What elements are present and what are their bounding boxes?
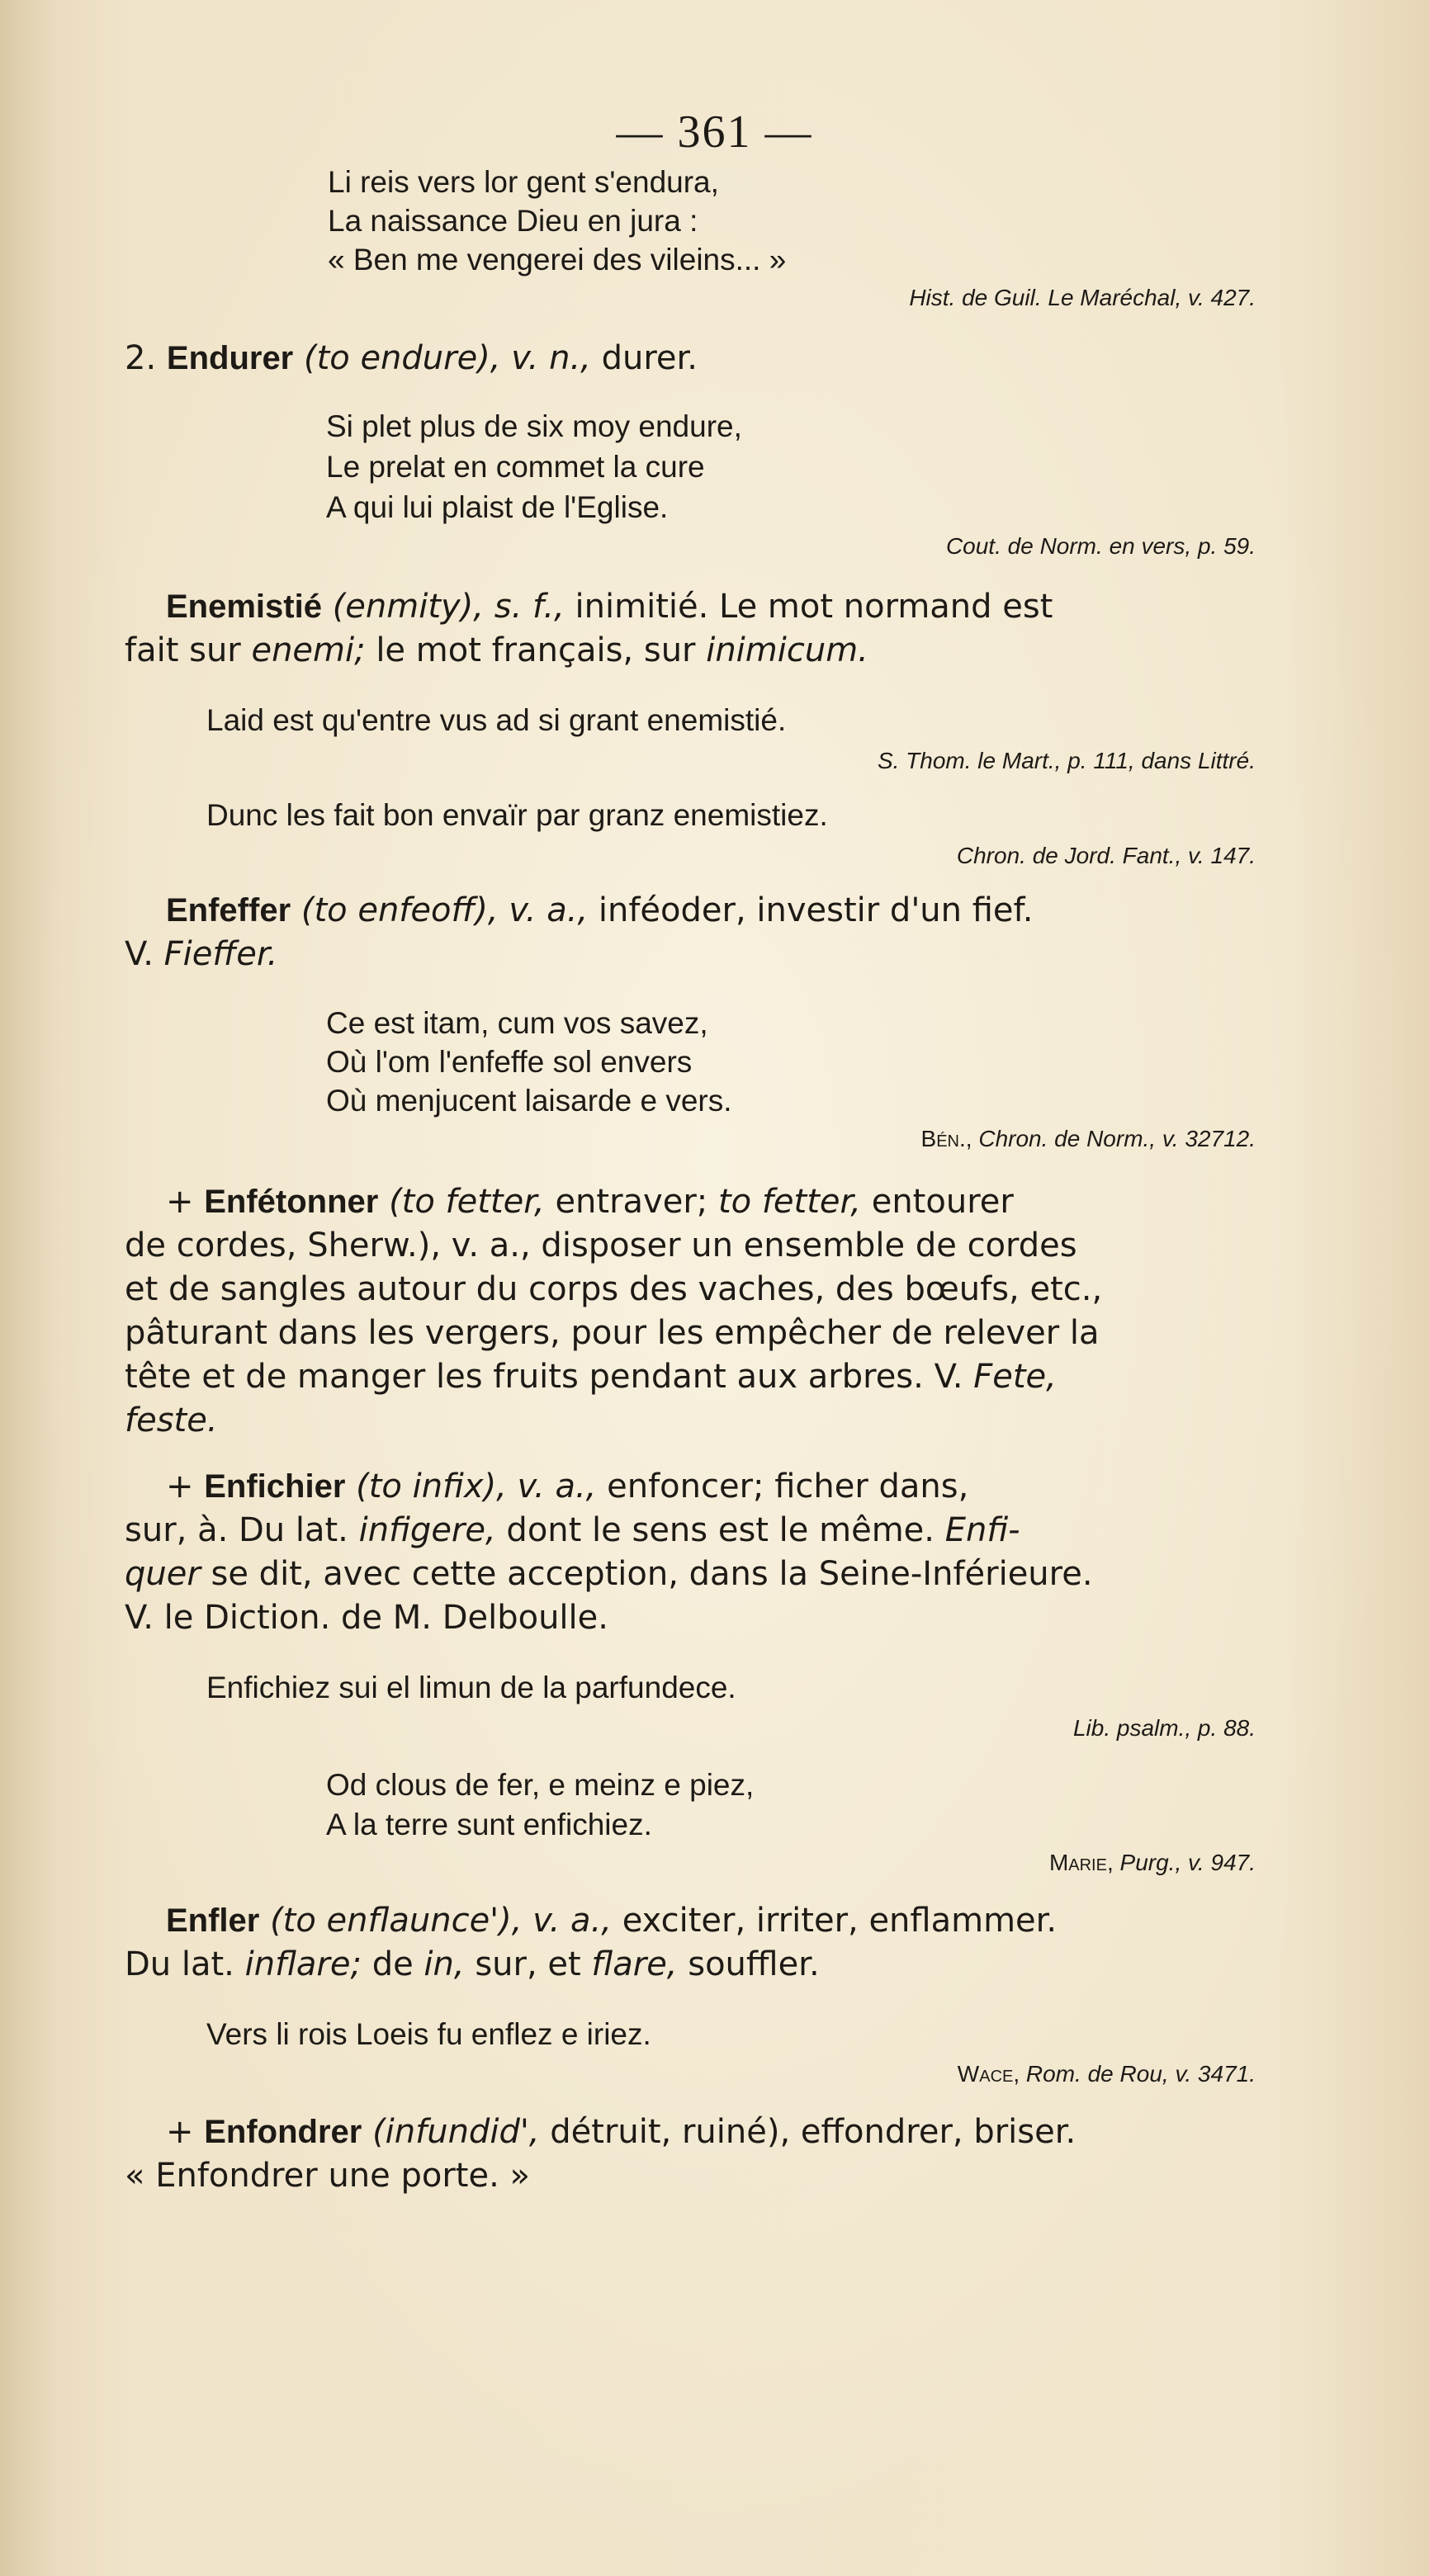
headword: Endurer bbox=[166, 340, 294, 376]
grammar: v. a., bbox=[532, 1902, 612, 1940]
definition-line bbox=[125, 1945, 820, 1983]
verse-line: Li reis vers lor gent s'endura, bbox=[328, 165, 719, 199]
grammar: v. n., bbox=[511, 339, 591, 377]
text: entraver; bbox=[555, 1183, 708, 1221]
etymology: (enmity), bbox=[332, 588, 485, 626]
definition-line: « Enfondrer une porte. » bbox=[125, 2157, 530, 2195]
etymology: (to enfeoff), bbox=[300, 891, 499, 929]
entry-endurer bbox=[125, 339, 698, 377]
text: se dit, avec cette acception, dans la Seine-Inférieure. bbox=[211, 1555, 1093, 1593]
definition-line bbox=[125, 1401, 218, 1439]
definition: enfoncer; ficher dans, bbox=[607, 1468, 969, 1505]
etymology: (infundid', bbox=[372, 2113, 540, 2151]
definition-line bbox=[125, 935, 277, 973]
etymology: to fetter, bbox=[717, 1183, 861, 1221]
source-title: Purg., v. 947. bbox=[1119, 1850, 1256, 1875]
quote-source bbox=[125, 1126, 1256, 1152]
headword: Enfeffer bbox=[166, 892, 291, 929]
definition: inimitié. Le mot normand est bbox=[575, 588, 1053, 626]
entry-enfetonner bbox=[166, 1183, 1014, 1221]
text: souffler. bbox=[688, 1945, 820, 1983]
italic-term: Fete, bbox=[973, 1358, 1057, 1396]
source-author: Marie, bbox=[1048, 1850, 1114, 1875]
plus-mark: + bbox=[166, 1468, 194, 1505]
italic-term: quer bbox=[125, 1555, 201, 1593]
verse-line: « Ben me vengerei des vileins... » bbox=[328, 243, 787, 277]
definition: détruit, ruiné), effondrer, briser. bbox=[550, 2113, 1076, 2151]
definition-line bbox=[125, 1358, 1057, 1396]
italic-term: enemi; bbox=[251, 631, 366, 669]
etymology: (to enflaunce'), bbox=[270, 1902, 523, 1940]
text: dont le sens est le même. bbox=[506, 1511, 935, 1549]
definition: inféoder, investir d'un fief. bbox=[598, 891, 1034, 929]
quote-source bbox=[125, 2061, 1256, 2087]
text: de bbox=[371, 1945, 414, 1983]
italic-term: inimicum. bbox=[706, 631, 868, 669]
headword: Enfondrer bbox=[204, 2114, 362, 2150]
verse-line: Ce est itam, cum vos savez, bbox=[326, 1006, 708, 1040]
italic-term: inflare; bbox=[244, 1945, 362, 1983]
italic-term: infigere, bbox=[358, 1511, 496, 1549]
verse-line: Où menjucent laisarde e vers. bbox=[326, 1084, 732, 1118]
quote-source bbox=[125, 1850, 1256, 1876]
italic-term: Fieffer. bbox=[163, 935, 278, 973]
quote-source: Hist. de Guil. Le Maréchal, v. 427. bbox=[909, 285, 1256, 310]
text: V. bbox=[125, 935, 154, 973]
quote-source: Lib. psalm., p. 88. bbox=[1072, 1715, 1256, 1741]
text: le mot français, sur bbox=[376, 631, 696, 669]
text: sur, à. Du lat. bbox=[125, 1511, 348, 1549]
etymology: (to endure), bbox=[303, 339, 501, 377]
entry-enfondrer bbox=[166, 2113, 1076, 2151]
definition-line bbox=[125, 1555, 1093, 1593]
source-author: Bén., bbox=[920, 1126, 972, 1151]
quote-source: Cout. de Norm. en vers, p. 59. bbox=[945, 533, 1256, 559]
etymology: (to fetter, bbox=[389, 1183, 545, 1221]
grammar: v. a., bbox=[517, 1468, 597, 1505]
verse-line: Enfichiez sui el limun de la parfundece. bbox=[206, 1671, 736, 1704]
source-title: Chron. de Norm., v. 32712. bbox=[978, 1126, 1256, 1151]
italic-term: feste. bbox=[125, 1401, 218, 1439]
plus-mark: + bbox=[166, 2113, 194, 2151]
definition-line: pâturant dans les vergers, pour les empêcher de relever la bbox=[125, 1314, 1100, 1352]
verse-line: Le prelat en commet la cure bbox=[326, 450, 705, 484]
plus-mark: + bbox=[166, 1183, 194, 1221]
headword: Enfler bbox=[166, 1902, 260, 1939]
definition-line bbox=[125, 631, 868, 669]
verse-line: Où l'om l'enfeffe sol envers bbox=[326, 1045, 693, 1079]
quote-source: S. Thom. le Mart., p. 111, dans Littré. bbox=[877, 748, 1256, 773]
definition: durer. bbox=[601, 339, 698, 377]
definition-line: et de sangles autour du corps des vaches, des bœufs, etc., bbox=[125, 1270, 1103, 1308]
definition-line bbox=[125, 1511, 1020, 1549]
verse-line: Dunc les fait bon envaïr par granz enemistiez. bbox=[206, 798, 828, 832]
definition: exciter, irriter, enflammer. bbox=[622, 1902, 1058, 1940]
verse-line: A qui lui plaist de l'Eglise. bbox=[326, 490, 669, 524]
text: fait sur bbox=[125, 631, 241, 669]
page-number: — 361 — bbox=[616, 106, 813, 158]
italic-term: flare, bbox=[591, 1945, 678, 1983]
text: tête et de manger les fruits pendant aux arbres. V. bbox=[125, 1358, 963, 1396]
entry-enfichier bbox=[166, 1468, 968, 1505]
text: Du lat. bbox=[125, 1945, 234, 1983]
grammar: v. a., bbox=[509, 891, 589, 929]
grammar: s. f., bbox=[494, 588, 565, 626]
entry-enemistie bbox=[166, 588, 1053, 626]
source-title: Rom. de Rou, v. 3471. bbox=[1025, 2061, 1256, 2087]
headword: Enemistié bbox=[166, 588, 322, 625]
headword: Enfichier bbox=[204, 1468, 346, 1505]
source-author: Wace, bbox=[957, 2061, 1020, 2087]
verse-line: A la terre sunt enfichiez. bbox=[326, 1808, 652, 1841]
definition-line: de cordes, Sherw.), v. a., disposer un ensemble de cordes bbox=[125, 1227, 1077, 1264]
entry-enfler bbox=[166, 1902, 1057, 1940]
text: sur, et bbox=[475, 1945, 581, 1983]
quote-source: Chron. de Jord. Fant., v. 147. bbox=[956, 843, 1256, 868]
headword: Enfétonner bbox=[204, 1184, 379, 1220]
etymology: (to infix), bbox=[356, 1468, 507, 1505]
entry-number: 2. bbox=[125, 339, 157, 377]
entry-enfeffer bbox=[166, 891, 1033, 929]
italic-term: in, bbox=[423, 1945, 465, 1983]
verse-line: Od clous de fer, e meinz e piez, bbox=[326, 1768, 755, 1802]
verse-line: Laid est qu'entre vus ad si grant enemistié. bbox=[206, 703, 787, 737]
definition-line: V. le Diction. de M. Delboulle. bbox=[125, 1599, 608, 1637]
italic-term: Enfi- bbox=[944, 1511, 1020, 1549]
verse-line: Si plet plus de six moy endure, bbox=[326, 409, 742, 443]
text: entourer bbox=[871, 1183, 1014, 1221]
verse-line: Vers li rois Loeis fu enflez e iriez. bbox=[206, 2017, 651, 2051]
verse-line: La naissance Dieu en jura : bbox=[328, 204, 698, 238]
